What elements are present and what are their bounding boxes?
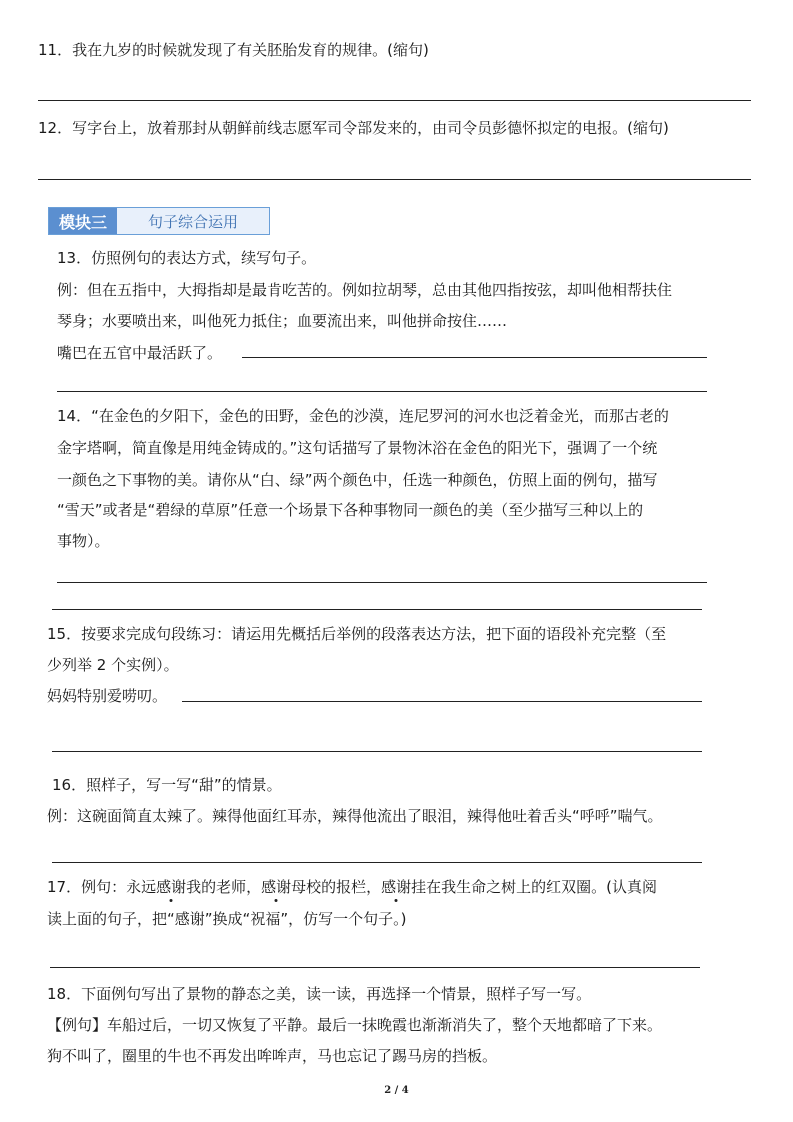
q14-line1: 14．“在金色的夕阳下，金色的田野，金色的沙漠，连尼罗河的河水也泛着金光，而那古老的 [57, 407, 669, 425]
q14-line3: 一颜色之下事物的美。请你从“白、绿”两个颜色中，任选一种颜色，仿照上面的例句，描写 [57, 471, 658, 489]
q18-example-line2: 狗不叫了，圈里的牛也不再发出哞哞声，马也忘记了踢马房的挡板。 [47, 1047, 498, 1065]
q18-text: 18．下面例句写出了景物的静态之美，读一读，再选择一个情景，照样子写一写。 [47, 985, 592, 1003]
q11-text: 11．我在九岁的时候就发现了有关胚胎发育的规律。(缩句) [38, 41, 429, 59]
q17-line1 [47, 877, 657, 897]
q15-line1: 15．按要求完成句段练习：请运用先概括后举例的段落表达方法，把下面的语段补充完整（至 [47, 625, 667, 643]
answer-line[interactable] [52, 862, 702, 863]
answer-line[interactable] [52, 751, 702, 752]
answer-line[interactable] [52, 609, 702, 610]
q13-text: 13．仿照例句的表达方式，续写句子。 [57, 249, 317, 267]
q17-part2: 我的老师， [186, 878, 262, 896]
q17-keyword: 感谢 [261, 878, 292, 896]
q13-example-line2: 琴身；水要喷出来，叫他死力抵住；血要流出来，叫他拼命按住…… [57, 312, 508, 330]
page-number: 2 / 4 [384, 1085, 409, 1096]
q15-prompt: 妈妈特别爱唠叨。 [47, 687, 168, 705]
q14-line4: “雪天”或者是“碧绿的草原”任意一个场景下各种事物同一颜色的美（至少描写三种以上的 [57, 501, 644, 519]
answer-line[interactable] [182, 701, 702, 702]
q17-keyword: 感谢 [381, 878, 412, 896]
q17-part4: 挂在我生命之树上的红双圈。(认真阅 [411, 878, 658, 896]
q15-line2: 少列举 2 个实例）。 [47, 656, 179, 674]
answer-line[interactable] [242, 357, 707, 358]
answer-line[interactable] [38, 100, 751, 101]
answer-line[interactable] [57, 582, 707, 583]
q16-example: 例：这碗面简直太辣了。辣得他面红耳赤，辣得他流出了眼泪，辣得他吐着舌头“呼呼”喘气。 [47, 807, 663, 825]
q14-line5: 事物）。 [57, 532, 110, 550]
answer-line[interactable] [50, 967, 700, 968]
q17-keyword: 感谢 [156, 878, 187, 896]
q17-part1: 17．例句：永远 [47, 878, 157, 896]
q18-example-line1: 【例句】车船过后，一切又恢复了平静。最后一抹晚霞也渐渐消失了，整个天地都暗了下来。 [47, 1016, 663, 1034]
q13-example-line1: 例：但在五指中，大拇指却是最肯吃苦的。例如拉胡琴，总由其他四指按弦，却叫他相帮扶住 [57, 281, 673, 299]
section-number: 模块三 [49, 208, 117, 234]
section-title: 句子综合运用 [117, 208, 269, 234]
q13-prompt: 嘴巴在五官中最活跃了。 [57, 344, 223, 362]
q17-line2: 读上面的句子，把“感谢”换成“祝福”，仿写一个句子。) [47, 910, 407, 928]
q16-text: 16．照样子，写一写“甜”的情景。 [52, 776, 282, 794]
answer-line[interactable] [57, 391, 707, 392]
answer-line[interactable] [38, 179, 751, 180]
q17-part3: 母校的报栏， [291, 878, 382, 896]
q12-text: 12．写字台上，放着那封从朝鲜前线志愿军司令部发来的，由司令员彭德怀拟定的电报。(缩句) [38, 119, 669, 137]
section-banner [48, 207, 270, 235]
q14-line2: 金字塔啊，简直像是用纯金铸成的。”这句话描写了景物沐浴在金色的阳光下，强调了一个统 [57, 439, 658, 457]
